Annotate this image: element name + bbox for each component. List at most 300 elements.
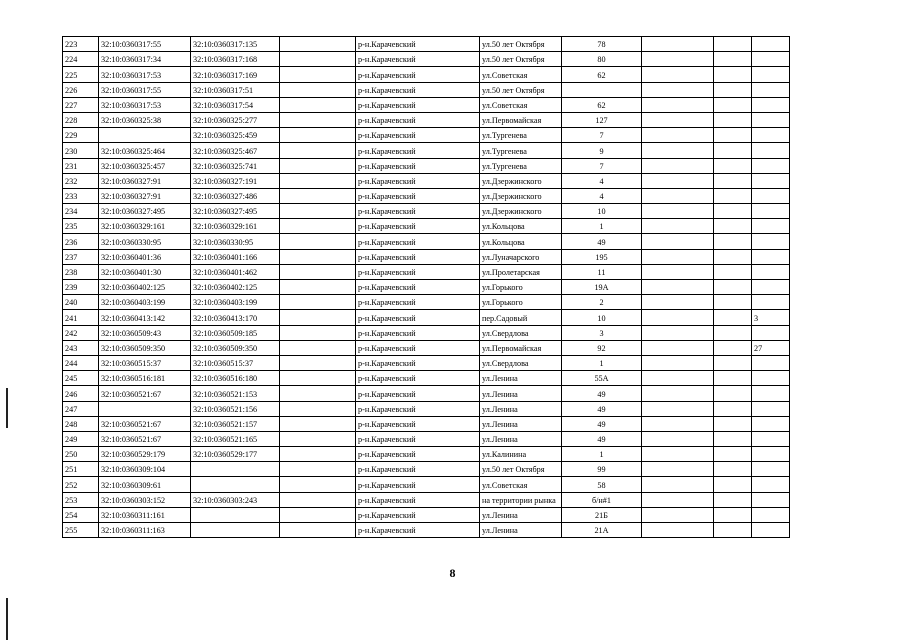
extra-column-1-cell (642, 158, 714, 173)
extra-column-1-cell (642, 37, 714, 52)
table-row (63, 355, 832, 370)
scan-edge-mark (6, 598, 8, 640)
table-row (63, 234, 832, 249)
blank-column-cell (280, 37, 356, 52)
district-cell: р-н.Карачевский (356, 371, 480, 386)
cadastral-number-land-cell: 32:10:0360327:495 (99, 204, 191, 219)
street-cell: ул.Тургенева (480, 128, 562, 143)
extra-column-1-cell (642, 97, 714, 112)
district-cell: р-н.Карачевский (356, 280, 480, 295)
extra-column-1-cell (642, 295, 714, 310)
district-cell: р-н.Карачевский (356, 355, 480, 370)
extra-column-3-cell (752, 67, 790, 82)
cadastral-number-land-cell (99, 128, 191, 143)
extra-column-2-cell (714, 128, 752, 143)
extra-column-2-cell (714, 386, 752, 401)
row-number-cell: 245 (63, 371, 99, 386)
extra-column-3-cell (752, 37, 790, 52)
extra-column-1-cell (642, 82, 714, 97)
extra-column-2-cell (714, 37, 752, 52)
street-cell: ул.Кольцова (480, 219, 562, 234)
cadastral-number-land-cell: 32:10:0360317:34 (99, 52, 191, 67)
table-row (63, 173, 832, 188)
table-row (63, 188, 832, 203)
street-cell: ул.Ленина (480, 523, 562, 538)
street-cell: ул.Луначарского (480, 249, 562, 264)
blank-column-cell (280, 477, 356, 492)
extra-column-3-cell (752, 234, 790, 249)
row-number-cell: 232 (63, 173, 99, 188)
cadastral-number-building-cell: 32:10:0360509:185 (191, 325, 280, 340)
table-row (63, 295, 832, 310)
house-number-cell: 11 (562, 264, 642, 279)
table-row (63, 219, 832, 234)
extra-column-3-cell (752, 416, 790, 431)
extra-column-2-cell (714, 173, 752, 188)
cadastral-number-land-cell: 32:10:0360509:43 (99, 325, 191, 340)
scan-edge-mark (6, 388, 8, 428)
extra-column-3-cell (752, 492, 790, 507)
extra-column-2-cell (714, 82, 752, 97)
blank-column-cell (280, 355, 356, 370)
street-cell: ул.Ленина (480, 416, 562, 431)
street-cell: ул.50 лет Октября (480, 37, 562, 52)
house-number-cell: 49 (562, 401, 642, 416)
row-number-cell: 250 (63, 447, 99, 462)
row-number-cell: 237 (63, 249, 99, 264)
district-cell: р-н.Карачевский (356, 416, 480, 431)
cadastral-number-building-cell (191, 477, 280, 492)
table-row (63, 280, 832, 295)
street-cell: на территории рынка (480, 492, 562, 507)
district-cell: р-н.Карачевский (356, 507, 480, 522)
cadastral-number-building-cell (191, 507, 280, 522)
blank-column-cell (280, 234, 356, 249)
extra-column-2-cell (714, 477, 752, 492)
extra-column-2-cell (714, 188, 752, 203)
district-cell: р-н.Карачевский (356, 188, 480, 203)
extra-column-3-cell (752, 158, 790, 173)
house-number-cell: 78 (562, 37, 642, 52)
district-cell: р-н.Карачевский (356, 82, 480, 97)
cadastral-number-building-cell: 32:10:0360330:95 (191, 234, 280, 249)
extra-column-1-cell (642, 234, 714, 249)
extra-column-1-cell (642, 52, 714, 67)
extra-column-2-cell (714, 462, 752, 477)
row-number-cell: 226 (63, 82, 99, 97)
house-number-cell: 10 (562, 310, 642, 325)
district-cell: р-н.Карачевский (356, 447, 480, 462)
table-row (63, 52, 832, 67)
cadastral-number-land-cell: 32:10:0360317:53 (99, 67, 191, 82)
table-row (63, 507, 832, 522)
cadastral-number-land-cell: 32:10:0360327:91 (99, 188, 191, 203)
extra-column-2-cell (714, 264, 752, 279)
extra-column-3-cell (752, 173, 790, 188)
page-number: 8 (449, 566, 456, 580)
extra-column-2-cell (714, 158, 752, 173)
row-number-cell: 246 (63, 386, 99, 401)
table-row (63, 325, 832, 340)
row-number-cell: 255 (63, 523, 99, 538)
cadastral-number-land-cell (99, 401, 191, 416)
district-cell: р-н.Карачевский (356, 401, 480, 416)
row-number-cell: 224 (63, 52, 99, 67)
district-cell: р-н.Карачевский (356, 249, 480, 264)
extra-column-2-cell (714, 310, 752, 325)
table-row (63, 204, 832, 219)
row-number-cell: 230 (63, 143, 99, 158)
table-row (63, 523, 832, 538)
extra-column-1-cell (642, 340, 714, 355)
cadastral-number-land-cell: 32:10:0360325:464 (99, 143, 191, 158)
cadastral-number-building-cell: 32:10:0360317:51 (191, 82, 280, 97)
blank-column-cell (280, 386, 356, 401)
extra-column-1-cell (642, 355, 714, 370)
street-cell: ул.Советская (480, 97, 562, 112)
street-cell: ул.Пролетарская (480, 264, 562, 279)
house-number-cell: 80 (562, 52, 642, 67)
extra-column-2-cell (714, 219, 752, 234)
registry-body (63, 37, 832, 538)
cadastral-number-land-cell: 32:10:0360309:104 (99, 462, 191, 477)
row-number-cell: 231 (63, 158, 99, 173)
street-cell: ул.Первомайская (480, 340, 562, 355)
house-number-cell: 62 (562, 67, 642, 82)
extra-column-1-cell (642, 280, 714, 295)
extra-column-1-cell (642, 264, 714, 279)
row-number-cell: 235 (63, 219, 99, 234)
cadastral-number-building-cell: 32:10:0360401:166 (191, 249, 280, 264)
extra-column-2-cell (714, 340, 752, 355)
cadastral-number-building-cell: 32:10:0360317:135 (191, 37, 280, 52)
street-cell: ул.50 лет Октября (480, 82, 562, 97)
extra-column-2-cell (714, 249, 752, 264)
extra-column-2-cell (714, 416, 752, 431)
blank-column-cell (280, 97, 356, 112)
cadastral-number-building-cell: 32:10:0360402:125 (191, 280, 280, 295)
cadastral-number-land-cell: 32:10:0360311:161 (99, 507, 191, 522)
blank-column-cell (280, 204, 356, 219)
row-number-cell: 248 (63, 416, 99, 431)
extra-column-3-cell: 3 (752, 310, 790, 325)
cadastral-number-building-cell: 32:10:0360529:177 (191, 447, 280, 462)
extra-column-1-cell (642, 128, 714, 143)
cadastral-number-building-cell: 32:10:0360317:169 (191, 67, 280, 82)
blank-column-cell (280, 143, 356, 158)
house-number-cell: 99 (562, 462, 642, 477)
cadastral-number-land-cell: 32:10:0360309:61 (99, 477, 191, 492)
district-cell: р-н.Карачевский (356, 340, 480, 355)
street-cell: ул.Первомайская (480, 112, 562, 127)
table-row (63, 386, 832, 401)
house-number-cell: 1 (562, 219, 642, 234)
blank-column-cell (280, 416, 356, 431)
cadastral-number-building-cell: 32:10:0360515:37 (191, 355, 280, 370)
house-number-cell: 127 (562, 112, 642, 127)
extra-column-1-cell (642, 477, 714, 492)
extra-column-1-cell (642, 447, 714, 462)
extra-column-3-cell (752, 325, 790, 340)
street-cell: ул.Дзержинского (480, 204, 562, 219)
extra-column-1-cell (642, 492, 714, 507)
extra-column-1-cell (642, 67, 714, 82)
house-number-cell: 49 (562, 234, 642, 249)
street-cell: ул.Свердлова (480, 355, 562, 370)
extra-column-3-cell (752, 371, 790, 386)
house-number-cell: б/н#1 (562, 492, 642, 507)
row-number-cell: 240 (63, 295, 99, 310)
cadastral-number-building-cell: 32:10:0360325:277 (191, 112, 280, 127)
district-cell: р-н.Карачевский (356, 97, 480, 112)
cadastral-number-land-cell: 32:10:0360325:38 (99, 112, 191, 127)
extra-column-1-cell (642, 143, 714, 158)
extra-column-3-cell (752, 82, 790, 97)
street-cell: ул.Ленина (480, 371, 562, 386)
street-cell: ул.Ленина (480, 401, 562, 416)
cadastral-number-building-cell: 32:10:0360509:350 (191, 340, 280, 355)
extra-column-2-cell (714, 523, 752, 538)
extra-column-3-cell (752, 401, 790, 416)
street-cell: ул.Ленина (480, 431, 562, 446)
blank-column-cell (280, 112, 356, 127)
blank-column-cell (280, 507, 356, 522)
house-number-cell: 2 (562, 295, 642, 310)
blank-column-cell (280, 492, 356, 507)
extra-column-1-cell (642, 462, 714, 477)
row-number-cell: 252 (63, 477, 99, 492)
house-number-cell: 55А (562, 371, 642, 386)
blank-column-cell (280, 310, 356, 325)
property-registry-table (62, 36, 832, 538)
blank-column-cell (280, 249, 356, 264)
blank-column-cell (280, 52, 356, 67)
house-number-cell: 4 (562, 188, 642, 203)
row-number-cell: 239 (63, 280, 99, 295)
extra-column-3-cell (752, 507, 790, 522)
street-cell: ул.50 лет Октября (480, 52, 562, 67)
street-cell: ул.Калинина (480, 447, 562, 462)
district-cell: р-н.Карачевский (356, 310, 480, 325)
extra-column-3-cell (752, 264, 790, 279)
extra-column-3-cell (752, 355, 790, 370)
cadastral-number-building-cell: 32:10:0360317:54 (191, 97, 280, 112)
street-cell: пер.Садовый (480, 310, 562, 325)
table-row (63, 492, 832, 507)
extra-column-2-cell (714, 234, 752, 249)
cadastral-number-building-cell: 32:10:0360325:467 (191, 143, 280, 158)
extra-column-2-cell (714, 295, 752, 310)
row-number-cell: 242 (63, 325, 99, 340)
house-number-cell: 7 (562, 158, 642, 173)
cadastral-number-building-cell: 32:10:0360516:180 (191, 371, 280, 386)
blank-column-cell (280, 447, 356, 462)
extra-column-3-cell (752, 477, 790, 492)
blank-column-cell (280, 128, 356, 143)
cadastral-number-land-cell: 32:10:0360529:179 (99, 447, 191, 462)
district-cell: р-н.Карачевский (356, 462, 480, 477)
cadastral-number-building-cell: 32:10:0360317:168 (191, 52, 280, 67)
district-cell: р-н.Карачевский (356, 492, 480, 507)
district-cell: р-н.Карачевский (356, 219, 480, 234)
row-number-cell: 247 (63, 401, 99, 416)
cadastral-number-building-cell: 32:10:0360403:199 (191, 295, 280, 310)
cadastral-number-land-cell: 32:10:0360403:199 (99, 295, 191, 310)
extra-column-2-cell (714, 67, 752, 82)
extra-column-2-cell (714, 112, 752, 127)
cadastral-number-building-cell: 32:10:0360325:459 (191, 128, 280, 143)
district-cell: р-н.Карачевский (356, 204, 480, 219)
street-cell: ул.Дзержинского (480, 173, 562, 188)
row-number-cell: 227 (63, 97, 99, 112)
house-number-cell: 62 (562, 97, 642, 112)
table-row (63, 431, 832, 446)
extra-column-1-cell (642, 219, 714, 234)
cadastral-number-land-cell: 32:10:0360521:67 (99, 431, 191, 446)
street-cell: ул.50 лет Октября (480, 462, 562, 477)
extra-column-2-cell (714, 355, 752, 370)
cadastral-number-land-cell: 32:10:0360303:152 (99, 492, 191, 507)
street-cell: ул.Ленина (480, 386, 562, 401)
district-cell: р-н.Карачевский (356, 295, 480, 310)
table-row (63, 447, 832, 462)
district-cell: р-н.Карачевский (356, 67, 480, 82)
house-number-cell: 1 (562, 447, 642, 462)
street-cell: ул.Свердлова (480, 325, 562, 340)
house-number-cell: 19А (562, 280, 642, 295)
row-number-cell: 254 (63, 507, 99, 522)
row-number-cell: 236 (63, 234, 99, 249)
street-cell: ул.Ленина (480, 507, 562, 522)
district-cell: р-н.Карачевский (356, 143, 480, 158)
cadastral-number-land-cell: 32:10:0360401:36 (99, 249, 191, 264)
extra-column-1-cell (642, 249, 714, 264)
blank-column-cell (280, 431, 356, 446)
table-row (63, 264, 832, 279)
cadastral-number-land-cell: 32:10:0360521:67 (99, 416, 191, 431)
extra-column-3-cell (752, 523, 790, 538)
street-cell: ул.Дзержинского (480, 188, 562, 203)
blank-column-cell (280, 67, 356, 82)
district-cell: р-н.Карачевский (356, 523, 480, 538)
district-cell: р-н.Карачевский (356, 386, 480, 401)
cadastral-number-building-cell: 32:10:0360521:157 (191, 416, 280, 431)
cadastral-number-building-cell: 32:10:0360521:165 (191, 431, 280, 446)
extra-column-1-cell (642, 416, 714, 431)
house-number-cell: 21А (562, 523, 642, 538)
district-cell: р-н.Карачевский (356, 128, 480, 143)
cadastral-number-land-cell: 32:10:0360317:55 (99, 82, 191, 97)
extra-column-1-cell (642, 507, 714, 522)
table-row (63, 401, 832, 416)
extra-column-3-cell (752, 97, 790, 112)
house-number-cell: 4 (562, 173, 642, 188)
extra-column-3-cell (752, 52, 790, 67)
extra-column-2-cell (714, 492, 752, 507)
row-number-cell: 223 (63, 37, 99, 52)
cadastral-number-building-cell: 32:10:0360303:243 (191, 492, 280, 507)
extra-column-3-cell (752, 143, 790, 158)
row-number-cell: 228 (63, 112, 99, 127)
extra-column-2-cell (714, 507, 752, 522)
extra-column-3-cell (752, 431, 790, 446)
cadastral-number-building-cell: 32:10:0360329:161 (191, 219, 280, 234)
extra-column-2-cell (714, 204, 752, 219)
table-row (63, 340, 832, 355)
street-cell: ул.Горького (480, 280, 562, 295)
table-row (63, 462, 832, 477)
cadastral-number-building-cell: 32:10:0360327:486 (191, 188, 280, 203)
house-number-cell: 1 (562, 355, 642, 370)
cadastral-number-building-cell: 32:10:0360521:153 (191, 386, 280, 401)
district-cell: р-н.Карачевский (356, 52, 480, 67)
blank-column-cell (280, 188, 356, 203)
table-row (63, 143, 832, 158)
extra-column-1-cell (642, 523, 714, 538)
cadastral-number-land-cell: 32:10:0360327:91 (99, 173, 191, 188)
blank-column-cell (280, 295, 356, 310)
cadastral-number-land-cell: 32:10:0360515:37 (99, 355, 191, 370)
table-row (63, 158, 832, 173)
cadastral-number-land-cell: 32:10:0360402:125 (99, 280, 191, 295)
cadastral-number-land-cell: 32:10:0360330:95 (99, 234, 191, 249)
street-cell: ул.Тургенева (480, 158, 562, 173)
extra-column-1-cell (642, 310, 714, 325)
house-number-cell: 3 (562, 325, 642, 340)
extra-column-1-cell (642, 112, 714, 127)
extra-column-3-cell (752, 249, 790, 264)
row-number-cell: 244 (63, 355, 99, 370)
extra-column-1-cell (642, 173, 714, 188)
row-number-cell: 225 (63, 67, 99, 82)
blank-column-cell (280, 325, 356, 340)
extra-column-3-cell (752, 112, 790, 127)
street-cell: ул.Кольцова (480, 234, 562, 249)
blank-column-cell (280, 340, 356, 355)
cadastral-number-building-cell: 32:10:0360521:156 (191, 401, 280, 416)
extra-column-2-cell (714, 447, 752, 462)
extra-column-2-cell (714, 371, 752, 386)
row-number-cell: 249 (63, 431, 99, 446)
extra-column-2-cell (714, 97, 752, 112)
blank-column-cell (280, 82, 356, 97)
row-number-cell: 251 (63, 462, 99, 477)
extra-column-1-cell (642, 325, 714, 340)
house-number-cell: 49 (562, 431, 642, 446)
extra-column-2-cell (714, 325, 752, 340)
extra-column-1-cell (642, 188, 714, 203)
extra-column-3-cell (752, 447, 790, 462)
blank-column-cell (280, 462, 356, 477)
cadastral-number-land-cell: 32:10:0360329:161 (99, 219, 191, 234)
house-number-cell: 49 (562, 386, 642, 401)
district-cell: р-н.Карачевский (356, 325, 480, 340)
house-number-cell (562, 82, 642, 97)
blank-column-cell (280, 401, 356, 416)
row-number-cell: 233 (63, 188, 99, 203)
extra-column-1-cell (642, 386, 714, 401)
extra-column-3-cell (752, 386, 790, 401)
street-cell: ул.Горького (480, 295, 562, 310)
extra-column-3-cell (752, 188, 790, 203)
cadastral-number-building-cell (191, 462, 280, 477)
extra-column-3-cell: 27 (752, 340, 790, 355)
extra-column-1-cell (642, 371, 714, 386)
extra-column-1-cell (642, 431, 714, 446)
district-cell: р-н.Карачевский (356, 264, 480, 279)
extra-column-3-cell (752, 280, 790, 295)
extra-column-2-cell (714, 431, 752, 446)
